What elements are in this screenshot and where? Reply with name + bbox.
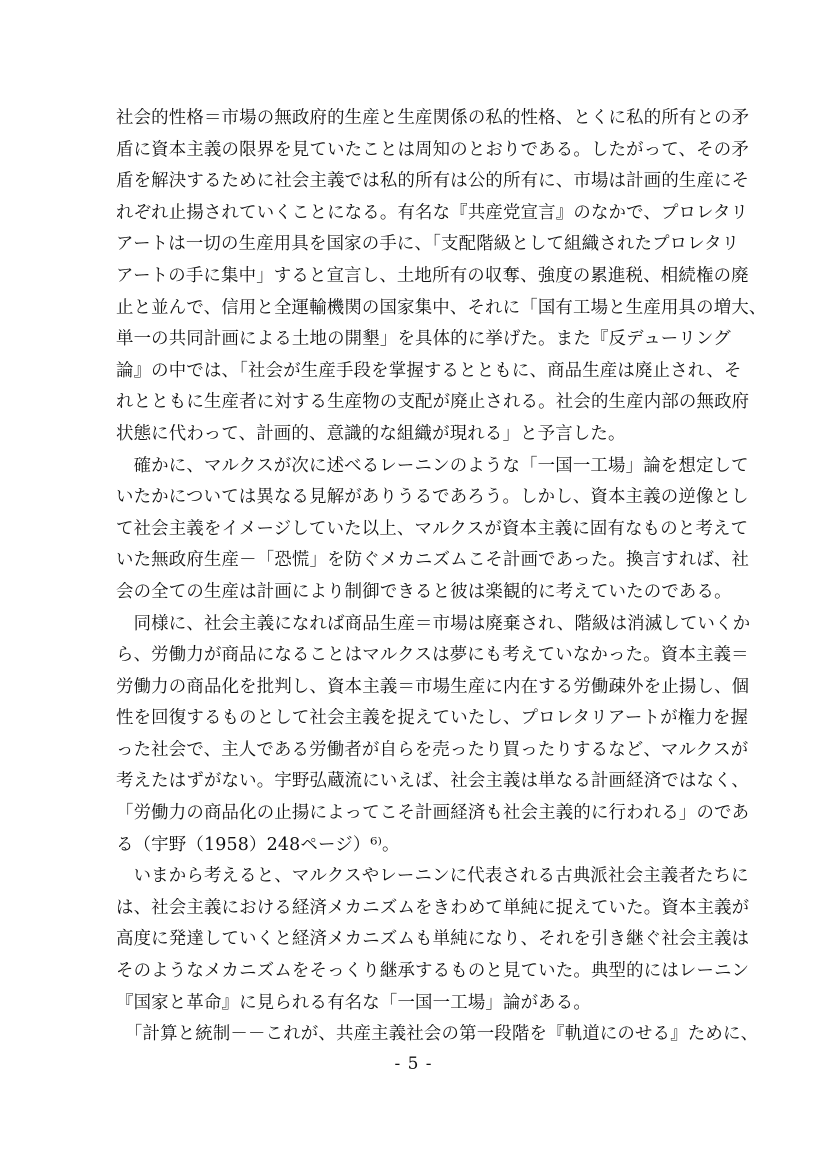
text-line: 考えたはずがない。宇野弘蔵流にいえば、社会主義は単なる計画経済ではなく、 [116,771,749,792]
text-line: 盾を解決するために社会主義では私的所有は公的所有に、市場は計画的生産にそ [116,171,750,192]
text-line: 確かに、マルクスが次に述べるレーニンのような「一国一工場」論を想定して [116,455,749,476]
text-line: そのようなメカニズムをそっくり継承するものと見ていた。典型的にはレーニン [116,961,750,982]
text-line: 性を回復するものとして社会主義を捉えていたし、プロレタリアートが権力を握 [116,708,749,729]
text-line: 単一の共同計画による土地の開墾」を具体的に挙げた。また『反デューリング [116,329,731,350]
text-line: は、社会主義における経済メカニズムをきわめて単純に捉えていた。資本主義が [116,897,750,918]
text-line: 止と並んで、信用と全運輸機関の国家集中、それに「国有工場と生産用具の増大、 [116,297,767,318]
text-line: 同様に、社会主義になれば商品生産＝市場は廃棄され、階級は消滅していくか [116,613,751,634]
text-line: 会の全ての生産は計画により制御できると彼は楽観的に考えていたのである。 [116,581,732,602]
text-line: 「労働力の商品化の止揚によってこそ計画経済も社会主義的に行われる」のであ [116,803,750,824]
page-number: - 5 - [394,1054,433,1074]
text-line: いた無政府生産－「恐慌」を防ぐメカニズムこそ計画であった。換言すれば、社 [116,550,750,571]
text-line: る（宇野（1958）248ページ）⁶⁾。 [116,834,400,855]
text-line: 論』の中では、「社会が生産手段を掌握するとともに、商品生産は廃止され、そ [116,360,742,381]
text-line: いたかについては異なる見解がありうるであろう。しかし、資本主義の逆像とし [116,487,749,508]
text-line: 高度に発達していくと経済メカニズムも単純になり、それを引き継ぐ社会主義は [116,929,750,950]
text-line: ら、労働力が商品になることはマルクスは夢にも考えていなかった。資本主義＝ [116,645,749,666]
text-line: 労働力の商品化を批判し、資本主義＝市場生産に内在する労働疎外を止揚し、個 [116,676,750,697]
text-line: れとともに生産者に対する生産物の支配が廃止される。社会的生産内部の無政府 [116,392,750,413]
text-line: 状態に代わって、計画的、意識的な組織が現れる」と予言した。 [116,423,626,444]
text-line: った社会で、主人である労働者が自らを売ったり買ったりするなど、マルクスが [116,739,749,760]
text-line: いまから考えると、マルクスやレーニンに代表される古典派社会主義者たちに [116,866,749,887]
text-line: アートの手に集中」すると宣言し、土地所有の収奪、強度の累進税、相続権の廃 [116,265,749,286]
text-line: 『国家と革命』に見られる有名な「一国一工場」論がある。 [116,992,591,1013]
text-line: 社会的性格＝市場の無政府的生産と生産関係の私的性格、とくに私的所有との矛 [116,108,750,128]
text-line: 盾に資本主義の限界を見ていたことは周知のとおりである。したがって、その矛 [116,139,749,160]
text-line: 「計算と統制－－これが、共産主義社会の第一段階を『軌道にのせる』ために、 [116,1024,759,1045]
body-text [116,103,767,1051]
text-line: アートは一切の生産用具を国家の手に、「支配階級として組織されたプロレタリ [116,234,740,255]
text-line: れぞれ止揚されていくことになる。有名な『共産党宣言』のなかで、プロレタリ [116,202,749,223]
text-line: て社会主義をイメージしていた以上、マルクスが資本主義に固有なものと考えて [116,518,749,539]
